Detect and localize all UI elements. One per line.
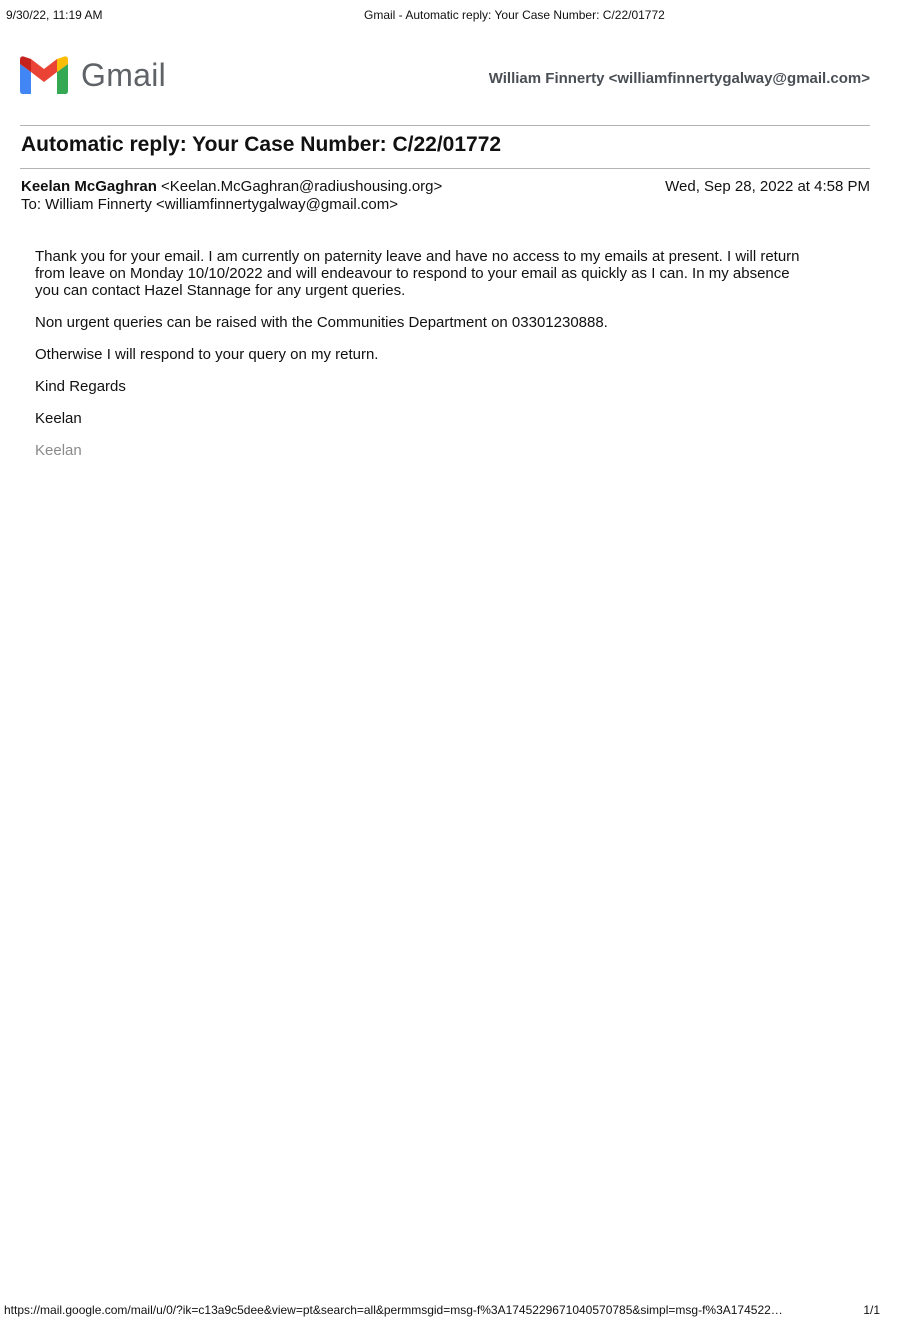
closing: Kind Regards <box>35 378 126 395</box>
print-footer <box>4 1303 880 1319</box>
body-line: Thank you for your email. I am currently on paternity leave and have no access to my emails at present. I will return <box>35 248 800 265</box>
gmail-logo-icon <box>20 56 68 94</box>
email-subject: Automatic reply: Your Case Number: C/22/01772 <box>21 133 502 156</box>
gmail-wordmark: Gmail <box>81 57 167 93</box>
signature: Keelan <box>35 410 82 427</box>
sender-email: <Keelan.McGaghran@radiushousing.org> <box>161 178 443 195</box>
recipient-line: To: William Finnerty <williamfinnertygalway@gmail.com> <box>21 196 398 213</box>
body-paragraph <box>35 248 851 299</box>
sender-name: Keelan McGaghran <box>21 178 157 195</box>
page-number: 1/1 <box>863 1303 880 1317</box>
print-page-title: Gmail - Automatic reply: Your Case Number: C/22/01772 <box>364 8 665 22</box>
print-header <box>6 8 880 24</box>
quoted-signature: Keelan <box>35 442 82 459</box>
email-body <box>35 248 851 474</box>
email-meta <box>21 178 870 214</box>
divider <box>20 168 870 169</box>
gmail-header <box>20 54 870 98</box>
sent-date: Wed, Sep 28, 2022 at 4:58 PM <box>665 178 870 195</box>
body-paragraph: Otherwise I will respond to your query on my return. <box>35 346 379 363</box>
print-datetime: 9/30/22, 11:19 AM <box>6 8 103 22</box>
body-line: you can contact Hazel Stannage for any urgent queries. <box>35 282 406 299</box>
divider <box>20 125 870 126</box>
account-owner: William Finnerty <williamfinnertygalway@gmail.com> <box>488 70 870 87</box>
print-url: https://mail.google.com/mail/u/0/?ik=c13a9c5dee&view=pt&search=all&permmsgid=msg-f%3A1745229671040570785&simpl=msg-f%3A174522… <box>4 1303 783 1317</box>
body-paragraph: Non urgent queries can be raised with the Communities Department on 03301230888. <box>35 314 608 331</box>
body-line: from leave on Monday 10/10/2022 and will endeavour to respond to your email as quickly as I can. In my absence <box>35 265 790 282</box>
